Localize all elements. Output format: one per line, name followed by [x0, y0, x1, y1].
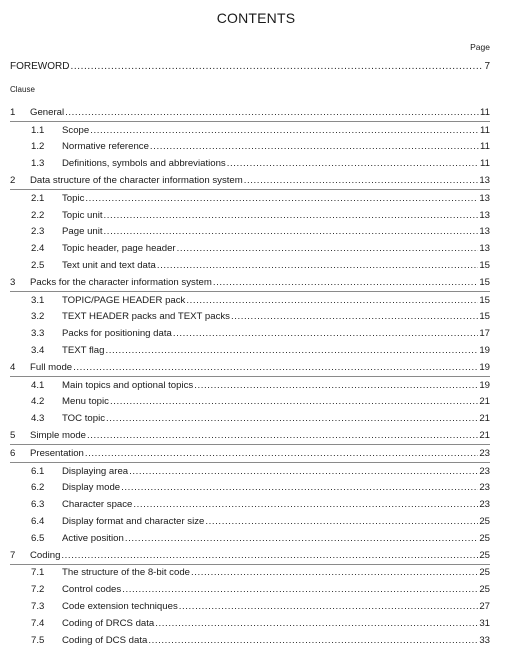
toc-entry-text: General [30, 106, 65, 118]
toc-entry-number: 3.2 [31, 311, 45, 323]
toc-entry-page: 23 [479, 482, 490, 494]
leader-dots [133, 499, 478, 510]
toc-entry-text: The structure of the 8-bit code [62, 567, 190, 579]
toc-entry-page: 25 [479, 516, 490, 528]
toc-entry-text: Code extension techniques [62, 601, 178, 612]
toc-entry[interactable] [10, 427, 490, 445]
toc-entry-text: Menu topic [62, 396, 109, 408]
toc-entry-number: 4 [10, 361, 16, 373]
leader-dots [179, 601, 479, 612]
toc-entry[interactable] [10, 190, 490, 207]
toc-entry-number: 5 [10, 430, 16, 442]
toc-entry-number: 7.2 [31, 584, 45, 596]
toc-entry-text: Text unit and text data [62, 260, 156, 272]
toc-entry-text: Page unit [62, 226, 103, 238]
leader-dots [194, 380, 478, 391]
toc-entry-text: TOPIC/PAGE HEADER pack [62, 294, 186, 306]
toc-entry[interactable] [10, 513, 490, 530]
leader-dots [177, 243, 479, 254]
toc-entry-page: 19 [479, 361, 490, 373]
toc-entry-page: 11 [480, 106, 490, 118]
table-of-contents [10, 104, 490, 649]
toc-entry[interactable] [10, 122, 490, 139]
leader-dots [85, 193, 478, 204]
page-column-label: Page [470, 42, 490, 52]
leader-dots [157, 260, 478, 271]
leader-dots [150, 141, 479, 152]
toc-entry[interactable] [10, 274, 490, 292]
toc-entry-text: Active position [62, 532, 124, 544]
leader-dots [85, 448, 478, 459]
toc-entry-page: 25 [479, 532, 490, 544]
toc-entry-page: 21 [479, 396, 490, 408]
toc-entry-page: 13 [479, 243, 490, 255]
toc-entry-number: 1.1 [31, 124, 45, 136]
toc-entry-number: 6.4 [31, 516, 45, 528]
toc-entry-text: Definitions, symbols and abbreviations [62, 158, 226, 170]
toc-entry-text: Data structure of the character information system [30, 175, 243, 187]
toc-entry[interactable] [10, 410, 490, 427]
toc-entry[interactable] [10, 598, 490, 615]
leader-dots [87, 430, 478, 441]
page-title: CONTENTS [216, 10, 296, 26]
toc-entry[interactable] [10, 359, 490, 377]
toc-entry-number: 6.1 [31, 465, 45, 477]
toc-entry[interactable] [10, 155, 490, 172]
toc-entry[interactable] [10, 632, 490, 649]
toc-entry-text: TOC topic [62, 413, 106, 425]
toc-entry-page: 13 [479, 175, 490, 187]
toc-entry-number: 7.1 [31, 567, 45, 579]
toc-entry-text: Displaying area [62, 465, 129, 477]
toc-entry-page: 15 [479, 260, 490, 272]
toc-entry-number: 2 [10, 175, 16, 187]
toc-entry-page: 7 [484, 61, 490, 72]
toc-entry-text: Topic unit [62, 209, 103, 221]
toc-entry[interactable] [10, 463, 490, 480]
toc-entry-text: Control codes [62, 584, 122, 596]
leader-dots [227, 158, 479, 169]
toc-entry-number: 1.2 [31, 141, 45, 153]
toc-entry-number: 4.1 [31, 379, 45, 391]
toc-entry-page: 25 [479, 584, 490, 596]
toc-entry-text: Topic header, page header [62, 243, 176, 255]
toc-entry-page: 15 [479, 294, 490, 306]
toc-entry-number: 2.3 [31, 226, 45, 238]
toc-entry-page: 13 [479, 226, 490, 238]
leader-dots [70, 61, 483, 72]
toc-entry[interactable] [10, 496, 490, 513]
leader-dots [106, 413, 478, 424]
leader-dots [148, 635, 478, 646]
leader-dots [104, 226, 479, 237]
leader-dots [125, 533, 478, 544]
leader-dots [191, 567, 478, 578]
leader-dots [61, 550, 478, 561]
toc-entry-number: 4.2 [31, 396, 45, 408]
leader-dots [129, 466, 478, 477]
toc-entry-page: 23 [479, 465, 490, 477]
leader-dots [121, 482, 478, 493]
toc-entry[interactable] [10, 139, 490, 156]
toc-entry-number: 2.5 [31, 260, 45, 272]
toc-entry[interactable] [10, 240, 490, 257]
toc-entry[interactable] [10, 480, 490, 497]
leader-dots [105, 345, 478, 356]
toc-entry-number: 3 [10, 276, 16, 288]
toc-entry[interactable] [10, 292, 490, 309]
toc-entry-number: 3.4 [31, 345, 45, 357]
toc-entry[interactable] [10, 257, 490, 274]
toc-entry-text: TEXT flag [62, 345, 105, 357]
toc-entry-number: 2.1 [31, 192, 45, 204]
toc-entry-page: 25 [479, 549, 490, 561]
toc-entry-number: 6.5 [31, 532, 45, 544]
toc-entry-number: 7.3 [31, 601, 45, 612]
toc-entry-text: FOREWORD [10, 61, 70, 72]
toc-entry[interactable] [10, 325, 490, 342]
toc-entry-text: Simple mode [30, 430, 86, 442]
toc-entry-text: Presentation [30, 447, 84, 459]
toc-entry-text: Main topics and optional topics [62, 379, 194, 391]
toc-entry-number: 2.4 [31, 243, 45, 255]
toc-entry-page: 27 [479, 601, 490, 612]
toc-entry-number: 6.2 [31, 482, 45, 494]
toc-entry-foreword[interactable] [10, 61, 490, 75]
toc-entry[interactable] [10, 394, 490, 411]
toc-entry-text: Display mode [62, 482, 121, 494]
toc-entry-text: Scope [62, 124, 90, 136]
toc-entry-number: 1 [10, 106, 16, 118]
leader-dots [104, 210, 479, 221]
toc-entry-text: Display format and character size [62, 516, 205, 528]
toc-entry-page: 17 [479, 328, 490, 340]
toc-entry[interactable] [10, 615, 490, 632]
toc-entry-page: 15 [479, 311, 490, 323]
toc-entry[interactable] [10, 309, 490, 326]
toc-entry-page: 33 [479, 634, 490, 646]
toc-entry-number: 7.4 [31, 617, 45, 629]
leader-dots [244, 175, 479, 186]
leader-dots [90, 125, 479, 136]
leader-dots [155, 618, 478, 629]
leader-dots [110, 396, 478, 407]
toc-entry-number: 2.2 [31, 209, 45, 221]
leader-dots [73, 362, 478, 373]
toc-entry-text: Coding [30, 549, 61, 561]
leader-dots [122, 584, 478, 595]
toc-entry-text: TEXT HEADER packs and TEXT packs [62, 311, 230, 323]
toc-entry-page: 19 [479, 345, 490, 357]
toc-entry-text: Character space [62, 499, 133, 511]
toc-entry[interactable] [10, 445, 490, 463]
leader-dots [213, 277, 479, 288]
toc-entry[interactable] [10, 547, 490, 565]
toc-entry[interactable] [10, 581, 490, 598]
toc-entry-page: 23 [479, 499, 490, 511]
toc-entry-number: 7 [10, 549, 16, 561]
toc-entry[interactable] [10, 565, 490, 582]
toc-entry-text: Packs for the character information system [30, 276, 212, 288]
toc-entry-page: 13 [479, 209, 490, 221]
toc-entry-page: 25 [479, 567, 490, 579]
toc-entry-text: Normative reference [62, 141, 149, 153]
leader-dots [186, 295, 478, 306]
toc-entry-number: 6.3 [31, 499, 45, 511]
toc-entry-number: 3.1 [31, 294, 45, 306]
toc-entry[interactable] [10, 104, 490, 122]
toc-entry-number: 6 [10, 447, 16, 459]
leader-dots [205, 516, 478, 527]
toc-entry-page: 13 [479, 192, 490, 204]
toc-entry-page: 11 [480, 141, 490, 153]
toc-entry-number: 7.5 [31, 634, 45, 646]
toc-entry[interactable] [10, 172, 490, 190]
toc-entry-page: 21 [479, 430, 490, 442]
toc-entry[interactable] [10, 224, 490, 241]
toc-entry[interactable] [10, 530, 490, 547]
toc-entry[interactable] [10, 207, 490, 224]
toc-entry-text: Full mode [30, 361, 73, 373]
leader-dots [65, 107, 479, 118]
toc-entry-text: Coding of DRCS data [62, 617, 155, 629]
toc-entry-page: 11 [480, 158, 490, 170]
toc-entry-text: Packs for positioning data [62, 328, 172, 340]
leader-dots [231, 311, 478, 322]
toc-entry-page: 15 [479, 276, 490, 288]
toc-entry-text: Coding of DCS data [62, 634, 148, 646]
toc-entry[interactable] [10, 377, 490, 394]
toc-entry-page: 19 [479, 379, 490, 391]
toc-entry-text: Topic [62, 192, 85, 204]
toc-entry-page: 23 [479, 447, 490, 459]
toc-entry-number: 1.3 [31, 158, 45, 170]
toc-entry-number: 3.3 [31, 328, 45, 340]
toc-entry-page: 11 [480, 124, 490, 136]
toc-entry-page: 21 [479, 413, 490, 425]
toc-entry-number: 4.3 [31, 413, 45, 425]
toc-entry[interactable] [10, 342, 490, 359]
toc-entry-page: 31 [479, 617, 490, 629]
clause-column-label: Clause [10, 85, 35, 94]
leader-dots [173, 328, 478, 339]
